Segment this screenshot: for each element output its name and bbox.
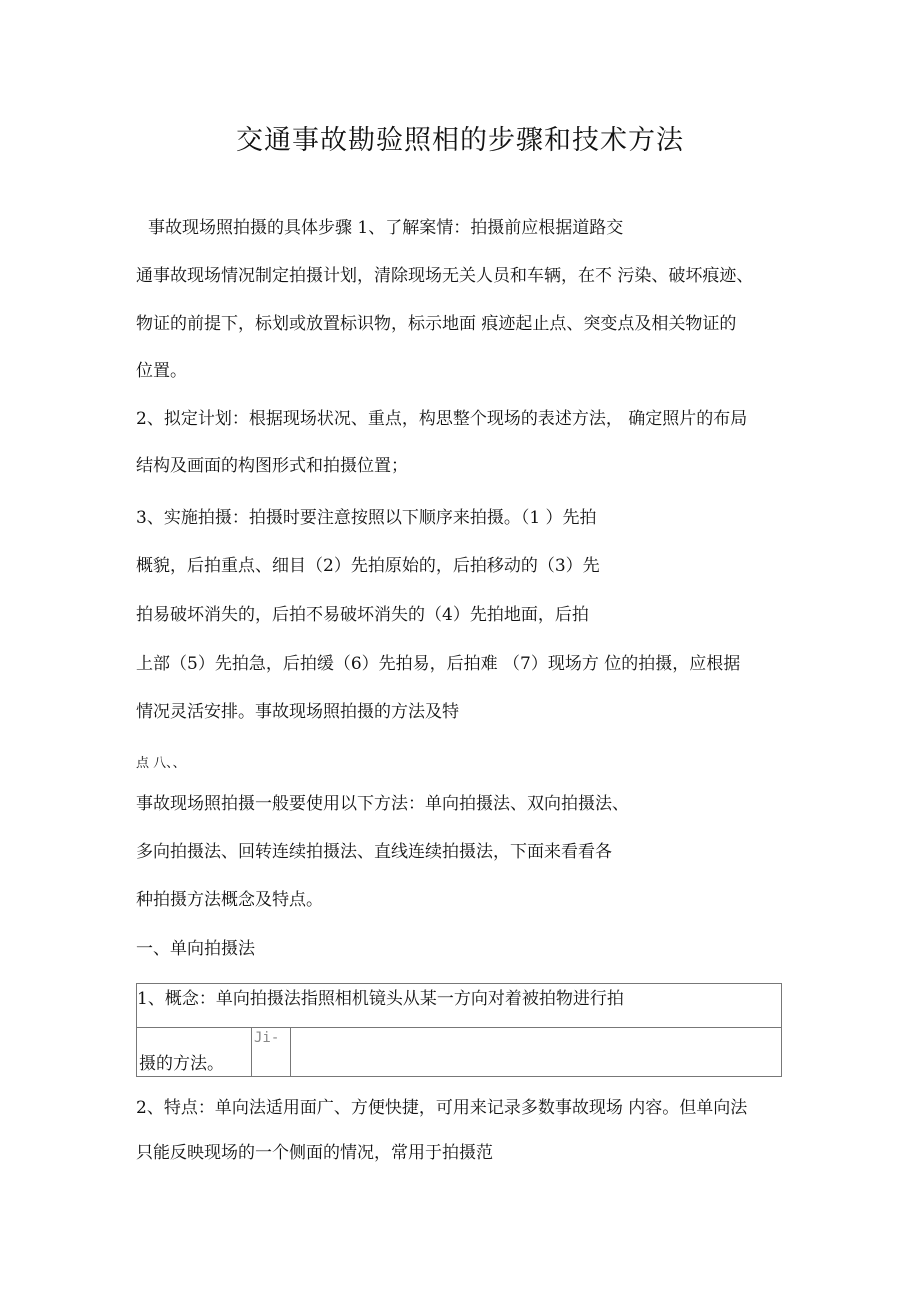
paragraph-line: 种拍摄方法概念及特点。 [136, 890, 323, 910]
table-row [137, 1028, 782, 1077]
paragraph-line: 通事故现场情况制定拍摄计划，清除现场无关人员和车辆，在不 污染、破坏痕迹、 [136, 266, 754, 286]
paragraph-line: 只能反映现场的一个侧面的情况，常用于拍摄范 [136, 1143, 493, 1163]
paragraph-line: 2、特点：单向法适用面广、方便快捷，可用来记录多数事故现场 内容。但单向法 [136, 1098, 748, 1118]
paragraph-line: 结构及画面的构图形式和拍摄位置； [136, 456, 408, 476]
table-cell: 1、概念：单向拍摄法指照相机镜头从某一方向对着被拍物进行拍 [137, 984, 782, 1028]
paragraph-line: 多向拍摄法、回转连续拍摄法、直线连续拍摄法，下面来看看各 [136, 842, 612, 862]
paragraph-line: 物证的前提下，标划或放置标识物，标示地面 痕迹起止点、突变点及相关物证的 [136, 314, 737, 334]
table-cell-text: 摄的方法。 [139, 1054, 224, 1074]
paragraph-line: 概貌，后拍重点、细目（2）先拍原始的，后拍移动的（3）先 [136, 556, 600, 576]
paragraph-line: 事故现场照拍摄一般要使用以下方法：单向拍摄法、双向拍摄法、 [136, 794, 629, 814]
paragraph-line: 点 八、、 [136, 756, 186, 771]
table-cell-mark: Ji- [252, 1028, 291, 1077]
paragraph-line: 事故现场照拍摄的具体步骤 1、了解案情：拍摄前应根据道路交 [148, 218, 624, 238]
paragraph-line: 位置。 [136, 361, 187, 381]
table-cell-empty [291, 1028, 782, 1077]
paragraph-line: 情况灵活安排。事故现场照拍摄的方法及特 [136, 702, 459, 722]
paragraph-line: 拍易破坏消失的，后拍不易破坏消失的（4）先拍地面，后拍 [136, 605, 589, 625]
table-row [137, 984, 782, 1028]
table-cell [137, 1028, 252, 1077]
paragraph-line: 3、实施拍摄：拍摄时要注意按照以下顺序来拍摄。（1 ）先拍 [136, 508, 597, 528]
document-title: 交通事故勘验照相的步骤和技术方法 [236, 125, 684, 156]
concept-table [136, 983, 782, 1077]
paragraph-line: 上部（5）先拍急，后拍缓（6）先拍易，后拍难 （7）现场方 位的拍摄，应根据 [136, 654, 741, 674]
paragraph-line: 2、拟定计划：根据现场状况、重点，构思整个现场的表述方法， 确定照片的布局 [136, 409, 748, 429]
section-heading: 一、单向拍摄法 [136, 939, 255, 959]
